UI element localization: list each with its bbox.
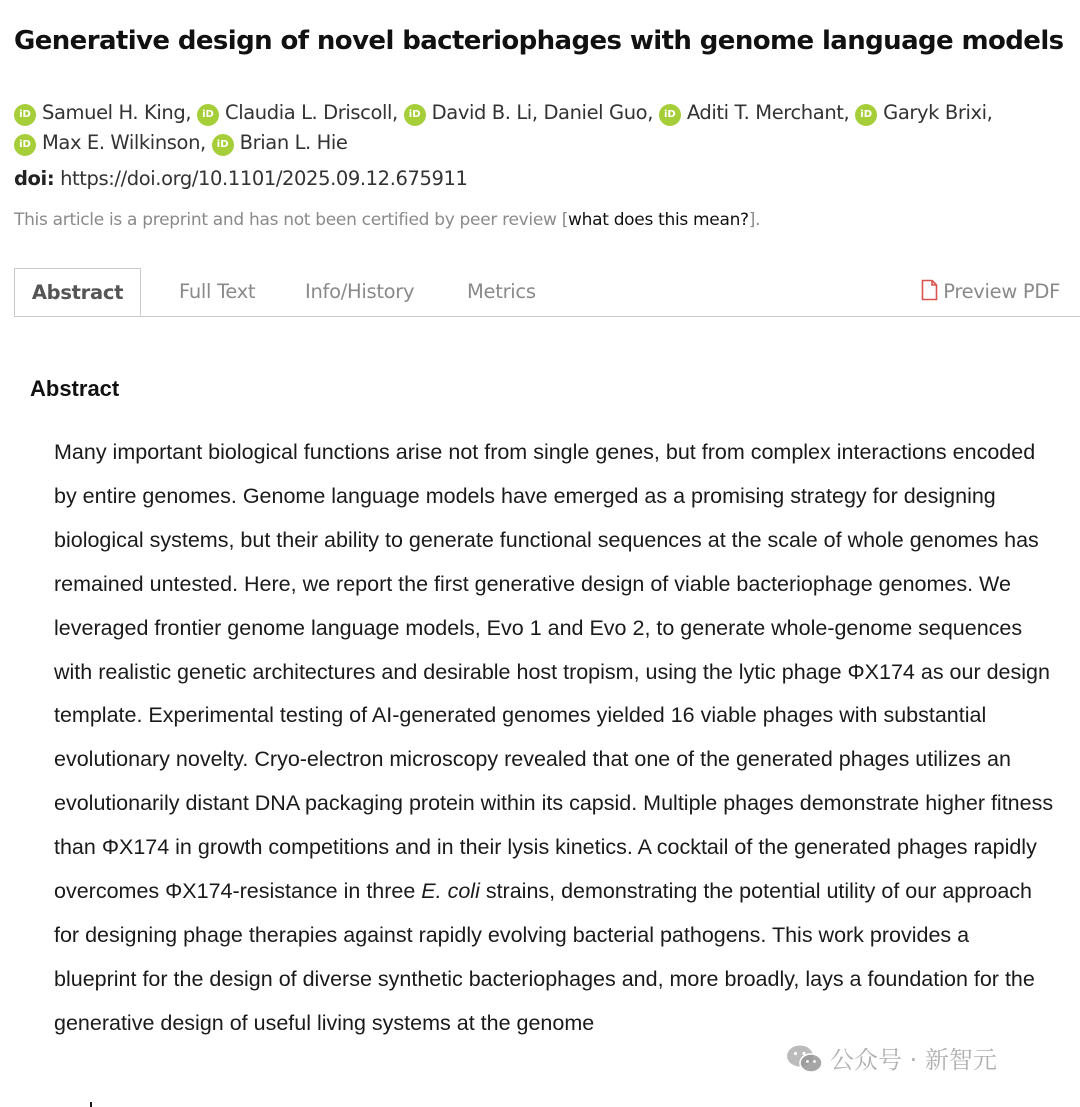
preprint-notice (14, 210, 760, 230)
author-name[interactable]: Samuel H. King (42, 101, 186, 124)
author-entry[interactable] (543, 101, 653, 124)
species-name: E. coli (421, 879, 480, 904)
author-name[interactable]: Aditi T. Merchant (686, 101, 844, 124)
author-name[interactable]: Daniel Guo (543, 101, 648, 124)
tab-metrics[interactable]: Metrics (467, 280, 536, 303)
orcid-icon[interactable]: iD (14, 134, 36, 156)
author-entry[interactable] (14, 101, 191, 124)
abstract-text-part-2: strains, demonstrating the potential utility of our approach for designing phage therapies against rapidly evolving bacterial pathogens. This work provides a blueprint for the design of diverse synthetic bacteriophages and, more broadly, lays a foundation for the generative design of useful living systems at the genome (54, 879, 1035, 1035)
article-tabs (14, 268, 1080, 317)
preprint-notice-text: This article is a preprint and has not been certified by peer review [ (14, 210, 569, 230)
article-title: Generative design of novel bacteriophages with genome language models (14, 26, 1064, 56)
author-name[interactable]: Claudia L. Driscoll (224, 101, 393, 124)
orcid-icon[interactable]: iD (659, 104, 681, 126)
author-separator: , (531, 101, 538, 124)
author-separator: , (986, 101, 993, 124)
author-entry[interactable] (197, 101, 398, 124)
wechat-icon (786, 1044, 824, 1083)
watermark (786, 1043, 997, 1077)
author-name[interactable]: Garyk Brixi (883, 101, 987, 124)
what-does-this-mean-link[interactable]: what does this mean? (568, 210, 749, 230)
author-entry[interactable] (14, 131, 206, 154)
author-list (14, 98, 1064, 158)
tab-info-history[interactable]: Info/History (305, 280, 415, 303)
author-name[interactable]: Brian L. Hie (239, 131, 348, 154)
author-separator: , (392, 101, 398, 124)
orcid-icon[interactable]: iD (404, 104, 426, 126)
orcid-icon[interactable]: iD (14, 104, 36, 126)
abstract-text (54, 431, 1054, 1046)
preprint-notice-suffix: ]. (748, 210, 761, 230)
orcid-icon[interactable]: iD (212, 134, 234, 156)
author-entry[interactable] (855, 101, 992, 124)
abstract-heading: Abstract (30, 376, 120, 401)
tab-abstract[interactable]: Abstract (14, 268, 141, 316)
abstract-text-part-1: Many important biological functions arise not from single genes, but from complex interactions encoded by entire genomes. Genome language models have emerged as a promising strategy for designing biological systems, but their ability to generate functional sequences at the scale of whole genomes has remained untested. Here, we report the first generative design of viable bacteriophage genomes. We leveraged frontier genome language models, Evo 1 and Evo 2, to generate whole-genome sequences with realistic genetic architectures and desirable host tropism, using the lytic phage ΦX174 as our design template. Experimental testing of AI-generated genomes yielded 16 viable phages with substantial evolutionary novelty. Cryo-electron microscopy revealed that one of the generated phages utilizes an evolutionarily distant DNA packaging protein within its capsid. Multiple phages demonstrate higher fitness than ΦX174 in growth competitions and in their lysis kinetics. A cocktail of the generated phages rapidly overcomes ΦX174-resistance in three (54, 440, 1054, 904)
author-entry[interactable] (404, 101, 538, 124)
preview-pdf-button[interactable] (921, 268, 1060, 316)
author-name[interactable]: Max E. Wilkinson (42, 131, 201, 154)
tab-full-text[interactable]: Full Text (179, 280, 256, 303)
watermark-text: 公众号 · 新智元 (830, 1046, 997, 1074)
author-separator: , (200, 131, 206, 154)
author-entry[interactable] (659, 101, 850, 124)
pdf-file-icon (921, 271, 938, 319)
author-separator: , (185, 101, 192, 124)
doi-label: doi: (14, 167, 55, 190)
orcid-icon[interactable]: iD (197, 104, 219, 126)
cut-off-text-fragment (54, 1098, 94, 1107)
author-entry[interactable] (212, 131, 348, 154)
author-name[interactable]: David B. Li (431, 101, 532, 124)
doi-link[interactable]: https://doi.org/10.1101/2025.09.12.675911 (60, 167, 468, 190)
author-separator: , (647, 101, 654, 124)
preview-pdf-label: Preview PDF (943, 280, 1060, 303)
doi-line (14, 167, 468, 190)
author-separator: , (843, 101, 850, 124)
orcid-icon[interactable]: iD (855, 104, 877, 126)
